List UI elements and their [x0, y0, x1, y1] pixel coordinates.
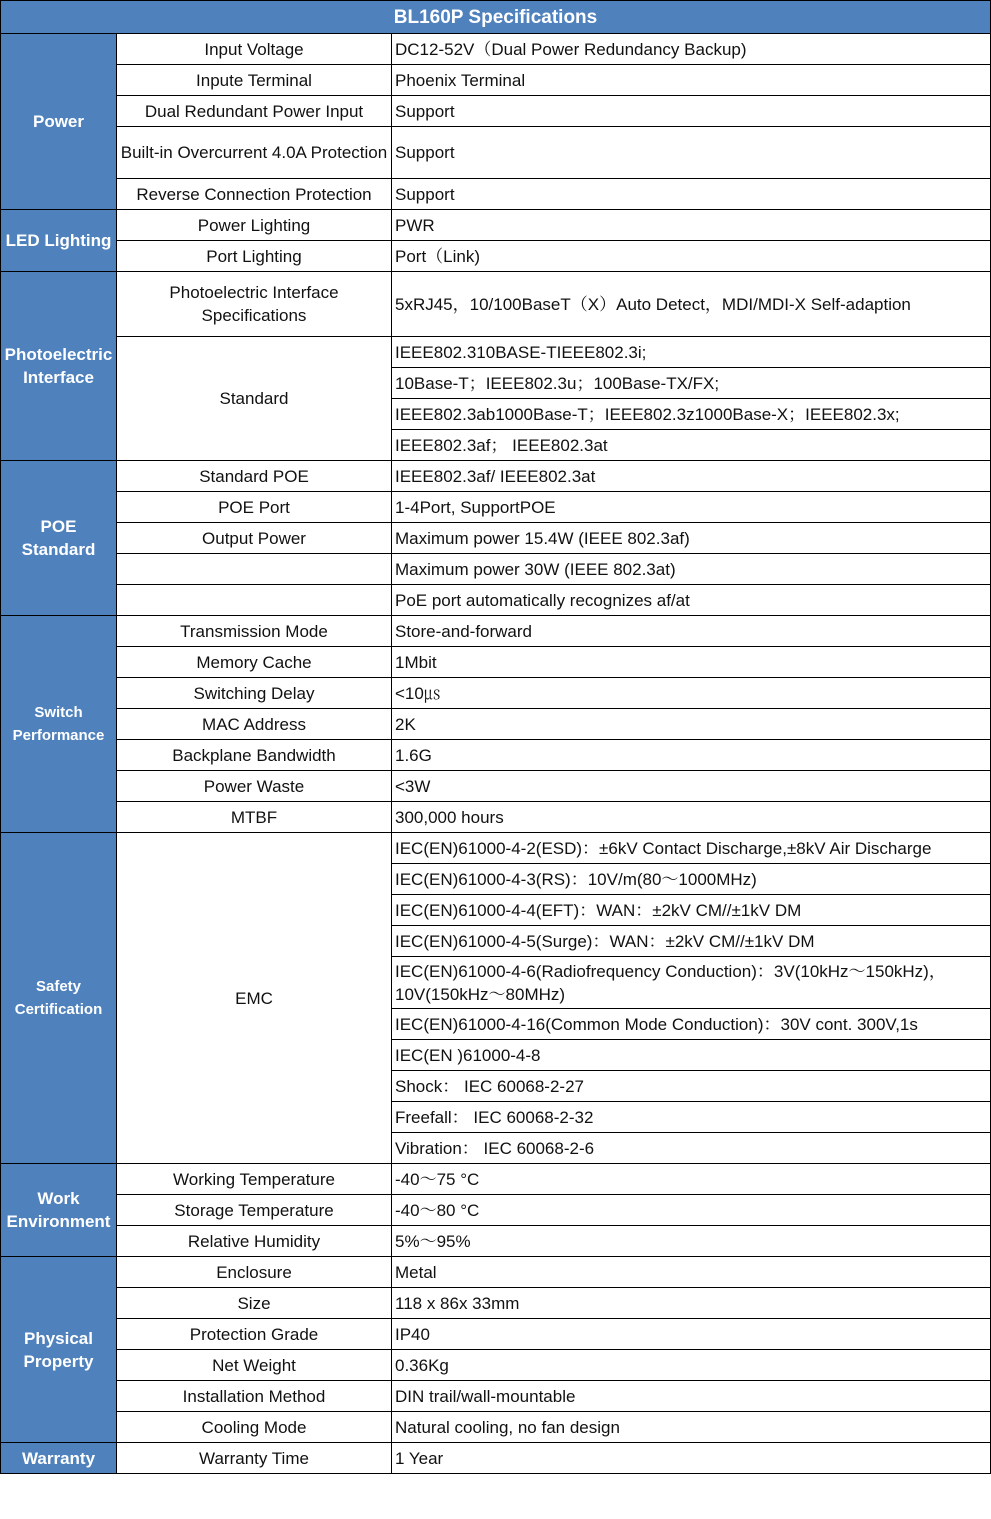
- param-label: Input Voltage: [117, 34, 392, 65]
- param-value: 300,000 hours: [392, 802, 991, 833]
- param-value: 5%～95%: [392, 1226, 991, 1257]
- category-switch-performance: Switch Performance: [1, 616, 117, 833]
- table-row: [1, 709, 991, 740]
- param-value: IEEE802.310BASE-TIEEE802.3i;: [392, 337, 991, 368]
- param-label: EMC: [117, 833, 392, 1164]
- table-row: [1, 1288, 991, 1319]
- param-label: Photoelectric Interface Specifications: [117, 272, 392, 337]
- table-row: [1, 1443, 991, 1474]
- param-value: IEC(EN)61000-4-4(EFT)：WAN：±2kV CM//±1kV DM: [392, 895, 991, 926]
- param-label: Cooling Mode: [117, 1412, 392, 1443]
- param-label: Installation Method: [117, 1381, 392, 1412]
- param-value: DC12-52V（Dual Power Redundancy Backup): [392, 34, 991, 65]
- param-value: 0.36Kg: [392, 1350, 991, 1381]
- param-label: Power Lighting: [117, 210, 392, 241]
- table-row: [1, 647, 991, 678]
- param-label: Size: [117, 1288, 392, 1319]
- param-value: IP40: [392, 1319, 991, 1350]
- param-value: IEC(EN)61000-4-3(RS)：10V/m(80～1000MHz): [392, 864, 991, 895]
- table-row: [1, 1164, 991, 1195]
- param-value: <10㎲: [392, 678, 991, 709]
- param-value: Maximum power 15.4W (IEEE 802.3af): [392, 523, 991, 554]
- table-row: [1, 1350, 991, 1381]
- category-work-environment: Work Environment: [1, 1164, 117, 1257]
- table-row: [1, 1412, 991, 1443]
- category-physical-property: Physical Property: [1, 1257, 117, 1443]
- param-value: IEC(EN)61000-4-2(ESD)：±6kV Contact Discharge,±8kV Air Discharge: [392, 833, 991, 864]
- param-label: Port Lighting: [117, 241, 392, 272]
- param-label: Dual Redundant Power Input: [117, 96, 392, 127]
- table-row: [1, 337, 991, 368]
- param-value: IEC(EN )61000-4-8: [392, 1040, 991, 1071]
- table-row: [1, 272, 991, 337]
- table-title: BL160P Specifications: [1, 1, 991, 34]
- param-label: Inpute Terminal: [117, 65, 392, 96]
- param-value: -40～75 °C: [392, 1164, 991, 1195]
- param-label: Switching Delay: [117, 678, 392, 709]
- table-row: [1, 1195, 991, 1226]
- param-label: MTBF: [117, 802, 392, 833]
- param-value: Freefall： IEC 60068-2-32: [392, 1102, 991, 1133]
- param-value: IEC(EN)61000-4-16(Common Mode Conduction)：30V cont. 300V,1s: [392, 1009, 991, 1040]
- category-safety-certification: Safety Certification: [1, 833, 117, 1164]
- param-value: Metal: [392, 1257, 991, 1288]
- param-value: Vibration： IEC 60068-2-6: [392, 1133, 991, 1164]
- param-value: Maximum power 30W (IEEE 802.3at): [392, 554, 991, 585]
- param-value: Port（Link): [392, 241, 991, 272]
- category-warranty: Warranty: [1, 1443, 117, 1474]
- param-label: Memory Cache: [117, 647, 392, 678]
- param-value: 1.6G: [392, 740, 991, 771]
- param-value: PoE port automatically recognizes af/at: [392, 585, 991, 616]
- param-label: MAC Address: [117, 709, 392, 740]
- param-value: 2K: [392, 709, 991, 740]
- param-label: Standard POE: [117, 461, 392, 492]
- table-row: [1, 241, 991, 272]
- param-value: IEEE802.3af/ IEEE802.3at: [392, 461, 991, 492]
- table-row: [1, 34, 991, 65]
- param-label: Transmission Mode: [117, 616, 392, 647]
- param-value: IEC(EN)61000-4-6(Radiofrequency Conduction)：3V(10kHz～150kHz)，10V(150kHz～80MHz): [392, 957, 991, 1009]
- param-value: Support: [392, 127, 991, 179]
- category-led-lighting: LED Lighting: [1, 210, 117, 272]
- param-label: Relative Humidity: [117, 1226, 392, 1257]
- param-value: DIN trail/wall-mountable: [392, 1381, 991, 1412]
- param-label: Net Weight: [117, 1350, 392, 1381]
- table-row: [1, 461, 991, 492]
- param-value: 10Base-T；IEEE802.3u；100Base-TX/FX;: [392, 368, 991, 399]
- table-row: [1, 96, 991, 127]
- param-value: Shock： IEC 60068-2-27: [392, 1071, 991, 1102]
- table-row: [1, 179, 991, 210]
- table-row: [1, 1381, 991, 1412]
- param-value: 5xRJ45，10/100BaseT（X）Auto Detect，MDI/MDI-X Self-adaption: [392, 272, 991, 337]
- param-label: Working Temperature: [117, 1164, 392, 1195]
- table-row: [1, 523, 991, 554]
- param-value: 118 x 86x 33mm: [392, 1288, 991, 1319]
- param-value: 1 Year: [392, 1443, 991, 1474]
- param-value: IEC(EN)61000-4-5(Surge)：WAN：±2kV CM//±1kV DM: [392, 926, 991, 957]
- table-row: [1, 1319, 991, 1350]
- param-value: PWR: [392, 210, 991, 241]
- title-row: [1, 1, 991, 34]
- param-label: POE Port: [117, 492, 392, 523]
- param-label: Protection Grade: [117, 1319, 392, 1350]
- category-photoelectric-interface: Photoelectric Interface: [1, 272, 117, 461]
- param-value: IEEE802.3af； IEEE802.3at: [392, 430, 991, 461]
- param-value: IEEE802.3ab1000Base-T；IEEE802.3z1000Base-X；IEEE802.3x;: [392, 399, 991, 430]
- category-poe-standard: POE Standard: [1, 461, 117, 616]
- param-label: Storage Temperature: [117, 1195, 392, 1226]
- param-label: Standard: [117, 337, 392, 461]
- param-value: Store-and-forward: [392, 616, 991, 647]
- param-value: 1-4Port, SupportPOE: [392, 492, 991, 523]
- param-label-empty: [117, 585, 392, 616]
- param-value: Natural cooling, no fan design: [392, 1412, 991, 1443]
- table-row: [1, 1257, 991, 1288]
- param-value: <3W: [392, 771, 991, 802]
- param-label: Output Power: [117, 523, 392, 554]
- table-row: [1, 740, 991, 771]
- param-label-empty: [117, 554, 392, 585]
- table-row: [1, 678, 991, 709]
- param-label: Warranty Time: [117, 1443, 392, 1474]
- param-value: Support: [392, 96, 991, 127]
- param-label: Power Waste: [117, 771, 392, 802]
- param-value: Phoenix Terminal: [392, 65, 991, 96]
- table-row: [1, 210, 991, 241]
- param-value: Support: [392, 179, 991, 210]
- param-label: Backplane Bandwidth: [117, 740, 392, 771]
- table-row: [1, 585, 991, 616]
- table-row: [1, 1226, 991, 1257]
- table-row: [1, 554, 991, 585]
- param-label: Built-in Overcurrent 4.0A Protection: [117, 127, 392, 179]
- param-label: Reverse Connection Protection: [117, 179, 392, 210]
- param-label: Enclosure: [117, 1257, 392, 1288]
- param-value: -40～80 °C: [392, 1195, 991, 1226]
- table-row: [1, 802, 991, 833]
- table-row: [1, 771, 991, 802]
- param-value: 1Mbit: [392, 647, 991, 678]
- table-row: [1, 616, 991, 647]
- table-row: [1, 492, 991, 523]
- table-row: [1, 833, 991, 864]
- table-row: [1, 127, 991, 179]
- table-row: [1, 65, 991, 96]
- category-power: Power: [1, 34, 117, 210]
